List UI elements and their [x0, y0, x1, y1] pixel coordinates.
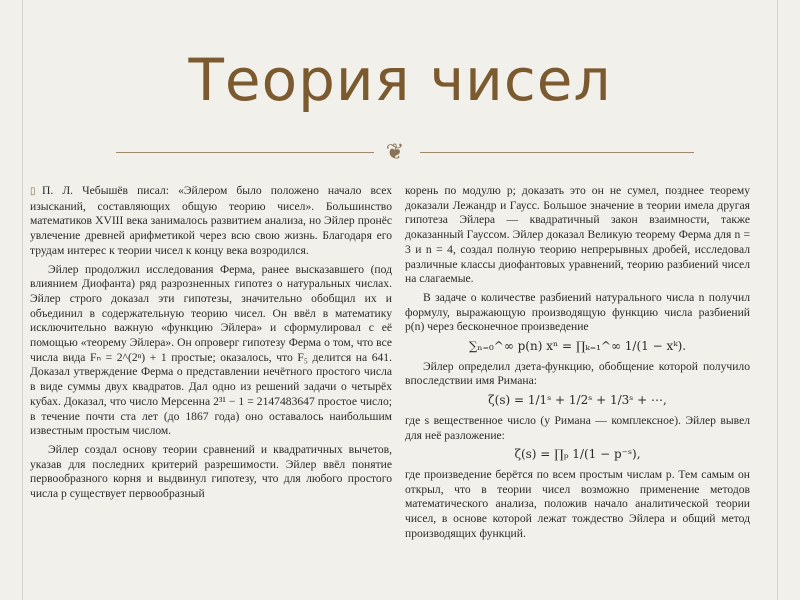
divider-left: [116, 152, 374, 153]
formula-partitions: ∑ₙ₌₀^∞ p(n) xⁿ = ∏ₖ₌₁^∞ 1/(1 − xᵏ).: [468, 339, 687, 354]
paragraph: Эйлер продолжил исследования Ферма, ранее высказавшего (под влиянием Диофанта) ряд разрозненных гипотез о натуральных числах. Эйлер строго доказал эти гипотезы, значительно обобщил их и объединил в содержательную теорию чисел. Он ввёл в математику исключительно важную «функцию Эйлера» и сформулировал с её помощью «теорему Эйлера». Он опроверг гипотезу Ферма о том, что все числа вида Fₙ = 2^(2ⁿ) + 1 простые; оказалось, что F₅ делится на 641. Доказал утверждение Ферма о представлении нечётного простого числа в виде суммы двух квадратов. Дал одно из решений задачи о четырёх кубах. Доказал, что число Мерсенна 2³¹ − 1 = 2147483647 простое число; в течение почти ста лет (до 1867 года) оно оставалось наибольшим известным простым числом.: [30, 262, 392, 438]
slide-title: Теория чисел: [188, 46, 612, 114]
formula-euler-product: ζ(s) = ∏ₚ 1/(1 − p⁻ˢ),: [514, 447, 641, 462]
paragraph: Эйлер определил дзета-функцию, обобщение которой получило впоследствии имя Римана:: [405, 359, 750, 388]
left-column: [30, 184, 392, 506]
paragraph: Эйлер создал основу теории сравнений и квадратичных вычетов, указав для последних критерий разрешимости. Эйлер ввёл понятие первообразного корня и выдвинул гипотезу, что для любого простого числа p существует первообразный: [30, 442, 392, 501]
paragraph: корень по модулю p; доказать это он не сумел, позднее теорему доказали Лежандр и Гаусс. Большое значение в теории имела другая гипотеза Эйлера — квадратичный закон взаимности, также доказанный Гауссом. Эйлер доказал Великую теорему Ферма для n = 3 и n = 4, создал полную теорию непрерывных дробей, исследовал различные классы диофантовых уравнений, теорию разбиений чисел на слагаемые.: [405, 184, 750, 286]
paragraph: [30, 184, 392, 259]
paragraph: где s вещественное число (у Римана — комплексное). Эйлер вывел для неё разложение:: [405, 413, 750, 442]
paragraph: В задаче о количестве разбиений натурального числа n получил формулу, выражающую производящую функцию числа разбиений p(n) через бесконечное произведение: [405, 290, 750, 334]
right-column: [405, 184, 750, 545]
paragraph: где произведение берётся по всем простым числам p. Тем самым он открыл, что в теории чисел возможно применение методов математического анализа, положив начало аналитической теории чисел, в основе которой лежат тождество Эйлера и общий метод производящих функций.: [405, 467, 750, 540]
paragraph-text: П. Л. Чебышёв писал: «Эйлером было положено начало всех изысканий, составляющих общую теорию чисел». Большинство математиков XVIII века занималось развитием анализа, но Эйлер пронёс увлечение древней арифметикой через всю свою жизнь. Благодаря его трудам интерес к теории чисел к концу века возродился.: [30, 184, 392, 257]
formula-zeta-series: ζ(s) = 1/1ˢ + 1/2ˢ + 1/3ˢ + ⋯,: [488, 393, 667, 408]
bullet-icon: ▯: [30, 186, 36, 197]
fleuron-icon: ❦: [385, 140, 405, 165]
divider-right: [420, 152, 694, 153]
